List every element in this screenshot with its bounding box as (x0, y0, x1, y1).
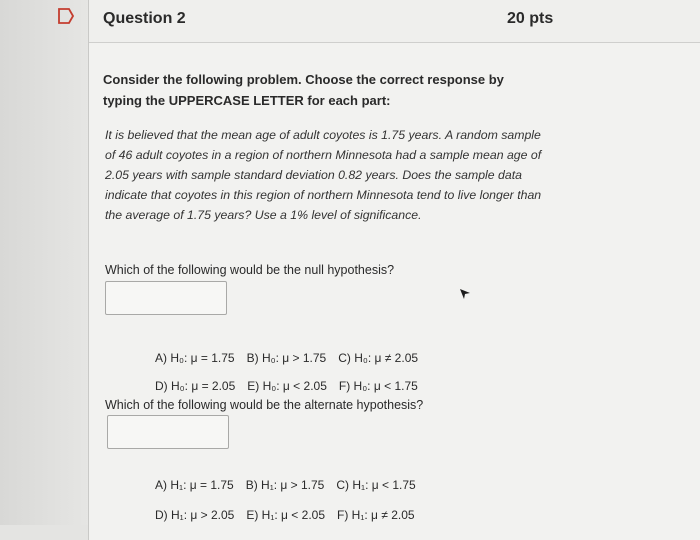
question-title: Question 2 (103, 10, 186, 27)
flag-icon[interactable] (56, 7, 74, 25)
alt-option-e: E) H₁: μ < 2.05 (246, 508, 326, 522)
null-option-b: B) H₀: μ > 1.75 (246, 351, 327, 365)
question-card (88, 0, 700, 540)
alt-option-c: C) H₁: μ < 1.75 (336, 478, 416, 492)
instructions: Consider the following problem. Choose the correct response by typing the UPPERCASE LETTER for each part: (103, 72, 504, 108)
null-option-a: A) H₀: μ = 1.75 (155, 351, 235, 365)
null-hypothesis-prompt: Which of the following would be the null hypothesis? (105, 263, 395, 277)
null-option-e: E) H₀: μ < 2.05 (247, 379, 327, 393)
alternate-hypothesis-prompt: Which of the following would be the alternate hypothesis? (105, 398, 424, 412)
alt-option-b: B) H₁: μ > 1.75 (245, 478, 325, 492)
alt-options-row-2 (135, 494, 427, 536)
alt-option-a: A) H₁: μ = 1.75 (155, 478, 234, 492)
null-option-d: D) H₀: μ = 2.05 (155, 379, 236, 393)
left-margin (0, 0, 90, 525)
alt-option-f: F) H₁: μ ≠ 2.05 (337, 508, 415, 522)
question-points: 20 pts (507, 10, 554, 27)
mouse-cursor-icon (459, 288, 471, 300)
null-option-c: C) H₀: μ ≠ 2.05 (338, 351, 419, 365)
question-header (89, 0, 700, 43)
null-hypothesis-answer-input[interactable] (105, 281, 227, 315)
null-option-f: F) H₀: μ < 1.75 (338, 379, 418, 393)
alt-option-d: D) H₁: μ > 2.05 (155, 508, 235, 522)
alternate-hypothesis-answer-input[interactable] (107, 415, 229, 449)
problem-statement: It is believed that the mean age of adult coyotes is 1.75 years. A random sample of 46 adult coyotes in a region of northern Minnesota had a sample mean age of 2.05 years with sample standard deviation 0.82 years. Does the sample data indicate that coyotes in this region of northern Minnesota tend to live longer than the average of 1.75 years? Use a 1% level of significance. (105, 128, 542, 222)
